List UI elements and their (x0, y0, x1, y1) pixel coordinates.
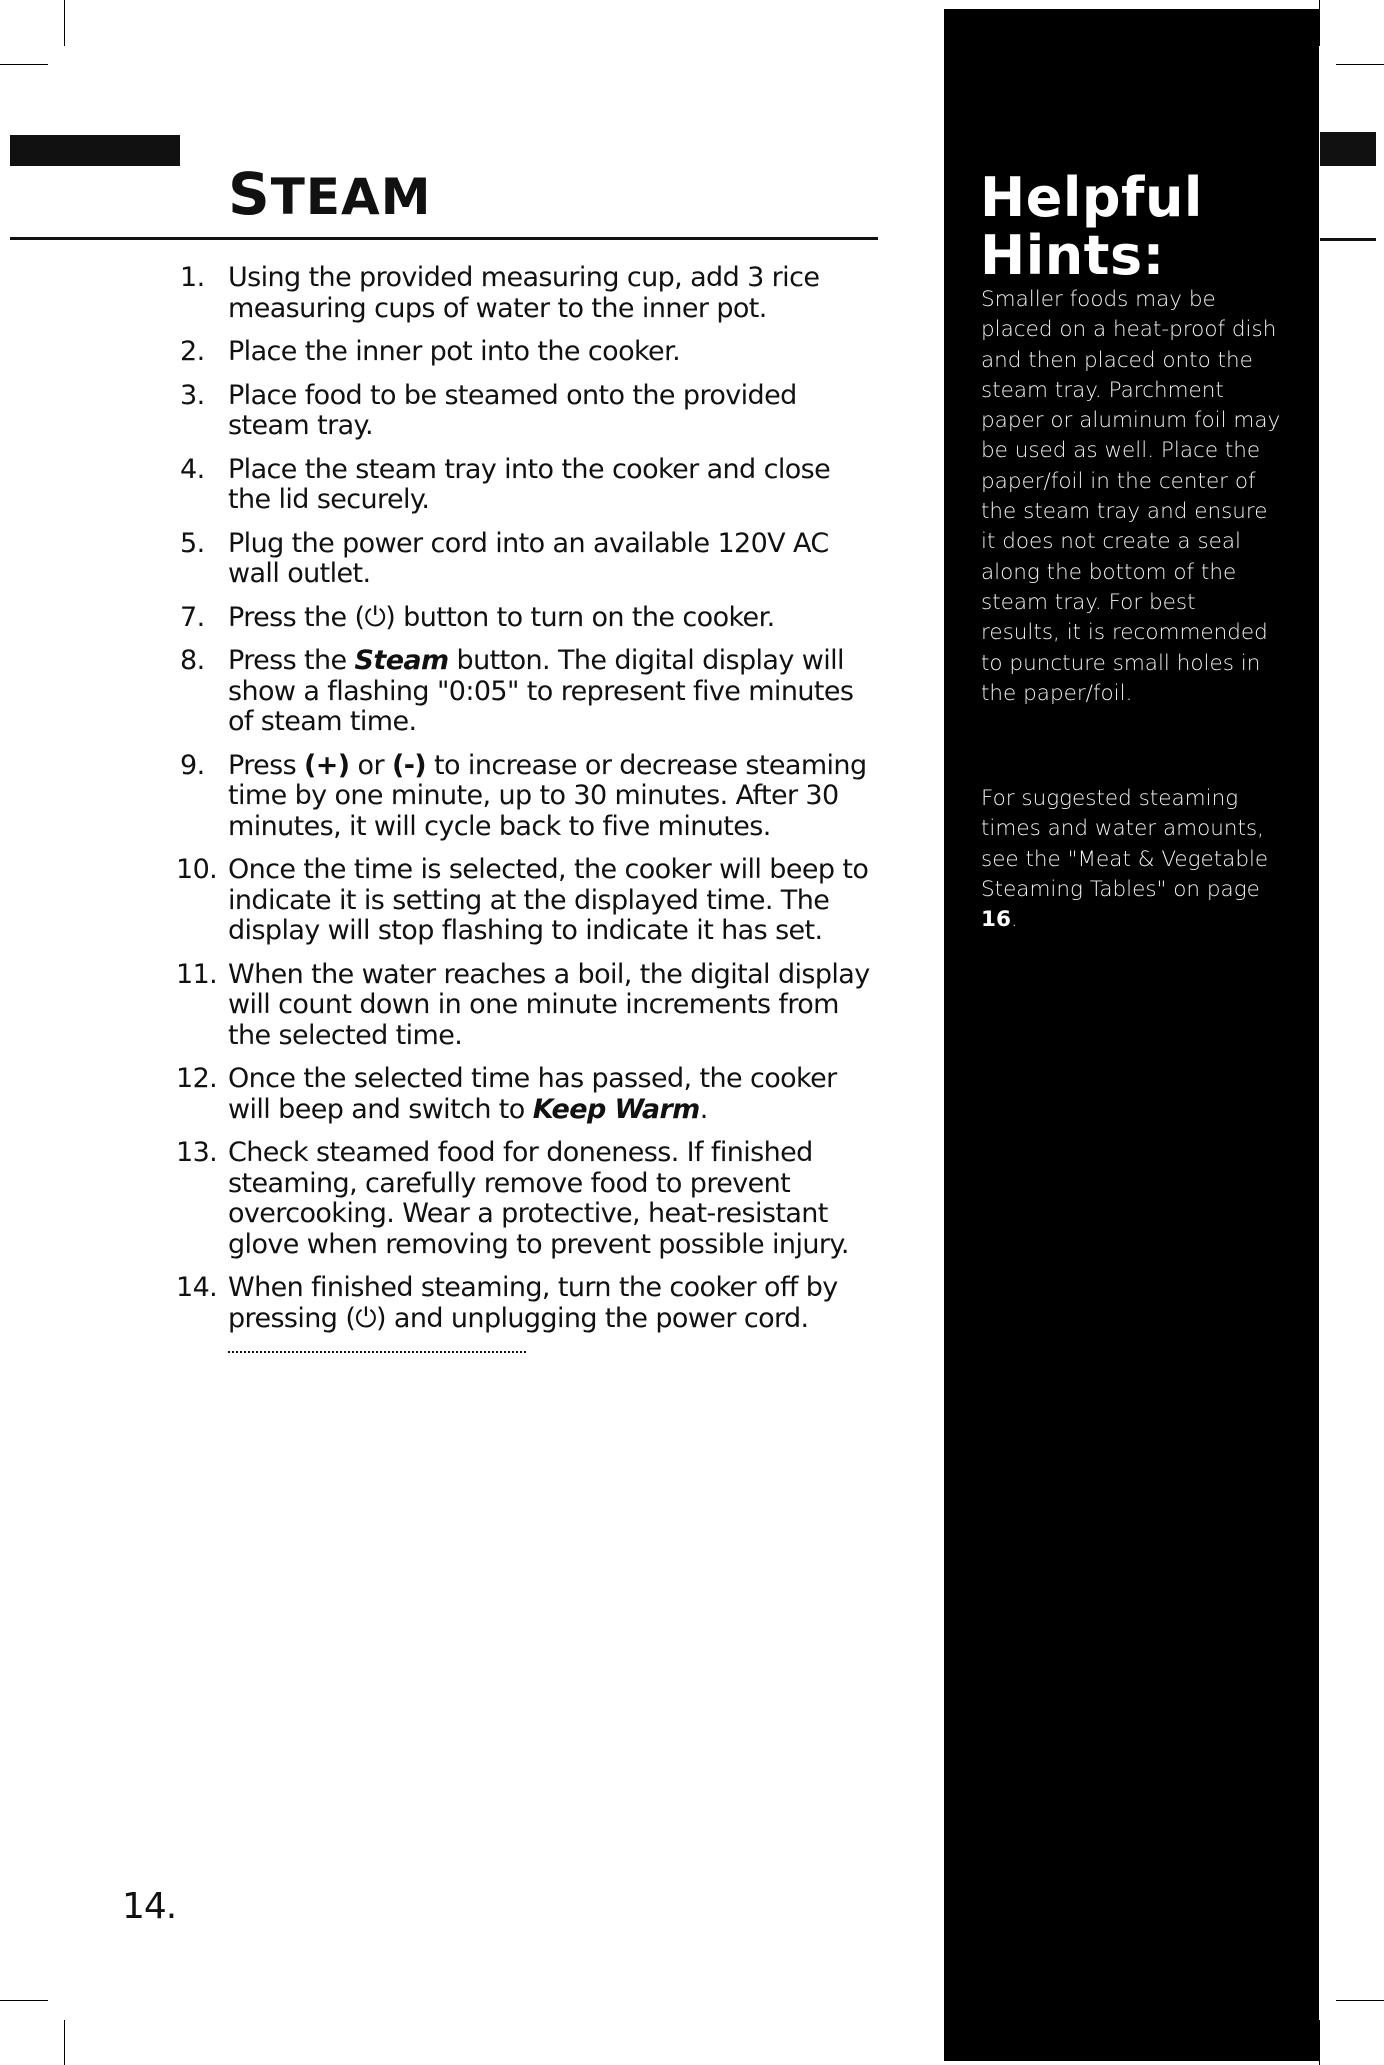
crop-mark (1336, 2000, 1384, 2001)
step-item: 8. Press the Steam button. The digital display will show a flashing "0:05" to represent five minutes of steam time. (180, 645, 854, 737)
crop-mark (1336, 64, 1384, 65)
helpful-hints-panel (944, 9, 1319, 2061)
steps-list (150, 263, 880, 1347)
step-item: 4. Place the steam tray into the cooker and close the lid securely. (180, 453, 831, 515)
hints-paragraph: Smaller foods may be placed on a heat-proof dish and then placed onto the steam tray. Parchment paper or aluminum foil may be used as well. Place the paper/foil in the center of the steam tray and ensure it does not create a seal along the bottom of the steam tray. For best results, it is recommended to puncture small holes in the paper/foil. (981, 287, 1281, 706)
page-reference: 16 (981, 907, 1011, 933)
step-item: 9. Press (+) or (-) to increase or decrease steaming time by one minute, up to 30 minutes. After 30 minutes, it will cycle back to five minutes. (180, 749, 867, 842)
section-marker-bar (10, 135, 180, 166)
crop-mark (1319, 2020, 1320, 2065)
step-item: 13. Check steamed food for doneness. If finished steaming, carefully remove food to prevent overcooking. Wear a protective, heat-resistant glove when removing to prevent possible injury. (176, 1137, 849, 1260)
section-title: STEAM (228, 160, 432, 228)
crop-mark (64, 0, 65, 46)
step-item: 1. Using the provided measuring cup, add 3 rice measuring cups of water to the inner pot. (180, 262, 820, 324)
hints-paragraph: For suggested steaming times and water amounts, see the "Meat & Vegetable Steaming Tables" on page 16. (981, 786, 1269, 933)
power-icon: (⏻) (345, 1302, 386, 1334)
step-item: 14. When finished steaming, turn the cooker off by pressing (⏻) and unplugging the power cord. (176, 1272, 838, 1334)
step-item: 3. Place food to be steamed onto the provided steam tray. (180, 379, 797, 441)
page-number: 14. (122, 1886, 177, 1927)
step-item: 12. Once the selected time has passed, the cooker will beep and switch to Keep Warm. (176, 1063, 837, 1125)
step-item: 2. Place the inner pot into the cooker. (180, 336, 681, 367)
hints-title: Helpful Hints: (980, 166, 1203, 287)
crop-mark (1319, 0, 1320, 46)
step-item: 5. Plug the power cord into an available 120V AC wall outlet. (180, 527, 829, 589)
crop-mark (0, 2000, 48, 2001)
crop-mark (64, 2020, 65, 2065)
step-item: 10. Once the time is selected, the cooker will beep to indicate it is setting at the displayed time. The display will stop flashing to indicate it has set. (176, 854, 869, 946)
title-rule (10, 237, 878, 240)
sidebar-rule (1320, 238, 1376, 241)
power-icon: (⏻) (354, 601, 396, 633)
sidebar-tab-marker (1320, 132, 1376, 166)
dotted-separator (228, 1351, 526, 1353)
crop-mark (0, 64, 48, 65)
step-item: 11. When the water reaches a boil, the digital display will count down in one minute increments from the selected time. (176, 958, 870, 1051)
step-item: 7. Press the (⏻) button to turn on the cooker. (180, 601, 775, 633)
